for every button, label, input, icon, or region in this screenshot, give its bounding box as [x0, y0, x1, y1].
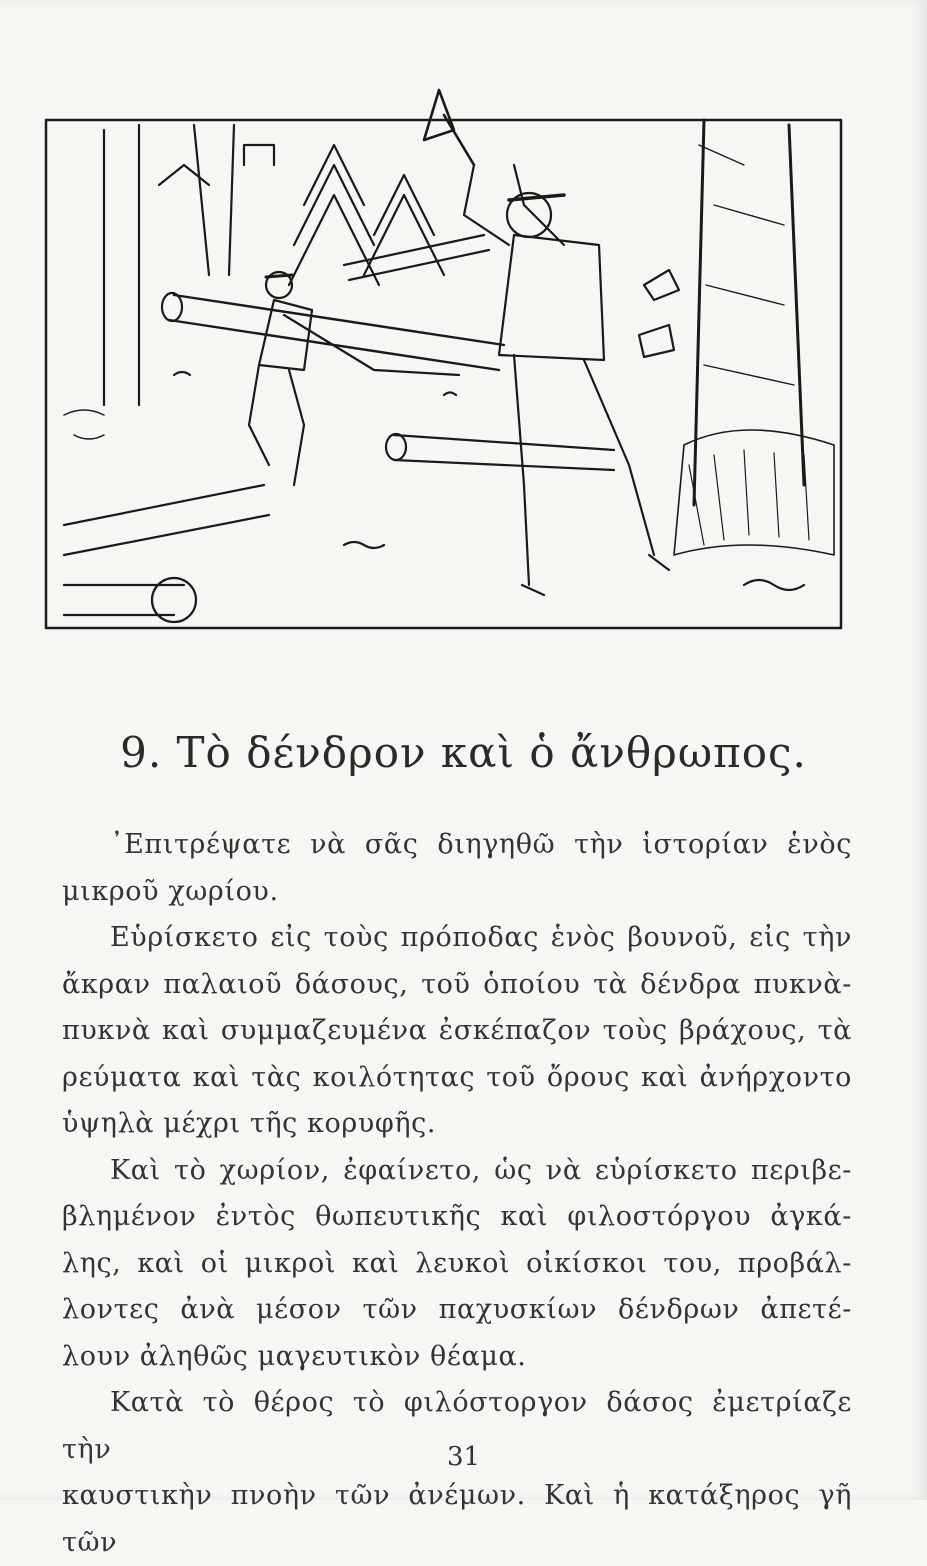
text-line: ρεύματα καὶ τὰς κοιλότητας τοῦ ὄρους καὶ ἀνήρχοντο: [62, 1061, 852, 1093]
text-line: βλημένον ἐντὸς θωπευτικῆς καὶ φιλοστόργου ἀγκά-: [62, 1201, 852, 1232]
chapter-title: 9. Τὸ δένδρον καὶ ὁ ἄνθρωπος.: [120, 728, 807, 777]
text-line: λουν ἀληθῶς μαγευτικὸν θέαμα.: [62, 1340, 527, 1372]
woodcutter-illustration: [44, 85, 844, 630]
text-line: ὑψηλὰ μέχρι τῆς κορυφῆς.: [62, 1108, 437, 1139]
page-number: 31: [446, 1442, 481, 1472]
text-line: ᾿Επιτρέψατε νὰ σᾶς διηγηθῶ τὴν ἱστορίαν ἑνὸς: [110, 829, 852, 860]
text-line: ἄκραν παλαιοῦ δάσους, τοῦ ὁποίου τὰ δένδρα πυκνὰ-: [62, 968, 852, 1000]
text-line: καυστικὴν πνοὴν τῶν ἀνέμων. Καὶ ἡ κατάξηρος γῆ τῶν: [62, 1480, 852, 1558]
text-line: πυκνὰ καὶ συμμαζευμένα ἐσκέπαζον τοὺς βράχους, τὰ: [62, 1015, 852, 1046]
text-line: Κατὰ τὸ θέρος τὸ φιλόστοργον δάσος ἐμετρίαζε τὴν: [62, 1387, 852, 1465]
text-line: Εὑρίσκετο εἰς τοὺς πρόποδας ἑνὸς βουνοῦ, εἰς τὴν: [110, 922, 852, 953]
text-line: μικροῦ χωρίου.: [62, 875, 279, 907]
text-line: λης, καὶ οἱ μικροὶ καὶ λευκοὶ οἰκίσκοι του, προβάλ-: [62, 1247, 852, 1279]
text-line: λοντες ἀνὰ μέσον τῶν παχυσκίων δένδρων ἀπετέ-: [62, 1294, 852, 1325]
text-line: Καὶ τὸ χωρίον, ἐφαίνετο, ὡς νὰ εὑρίσκετο περιβε-: [110, 1154, 852, 1186]
